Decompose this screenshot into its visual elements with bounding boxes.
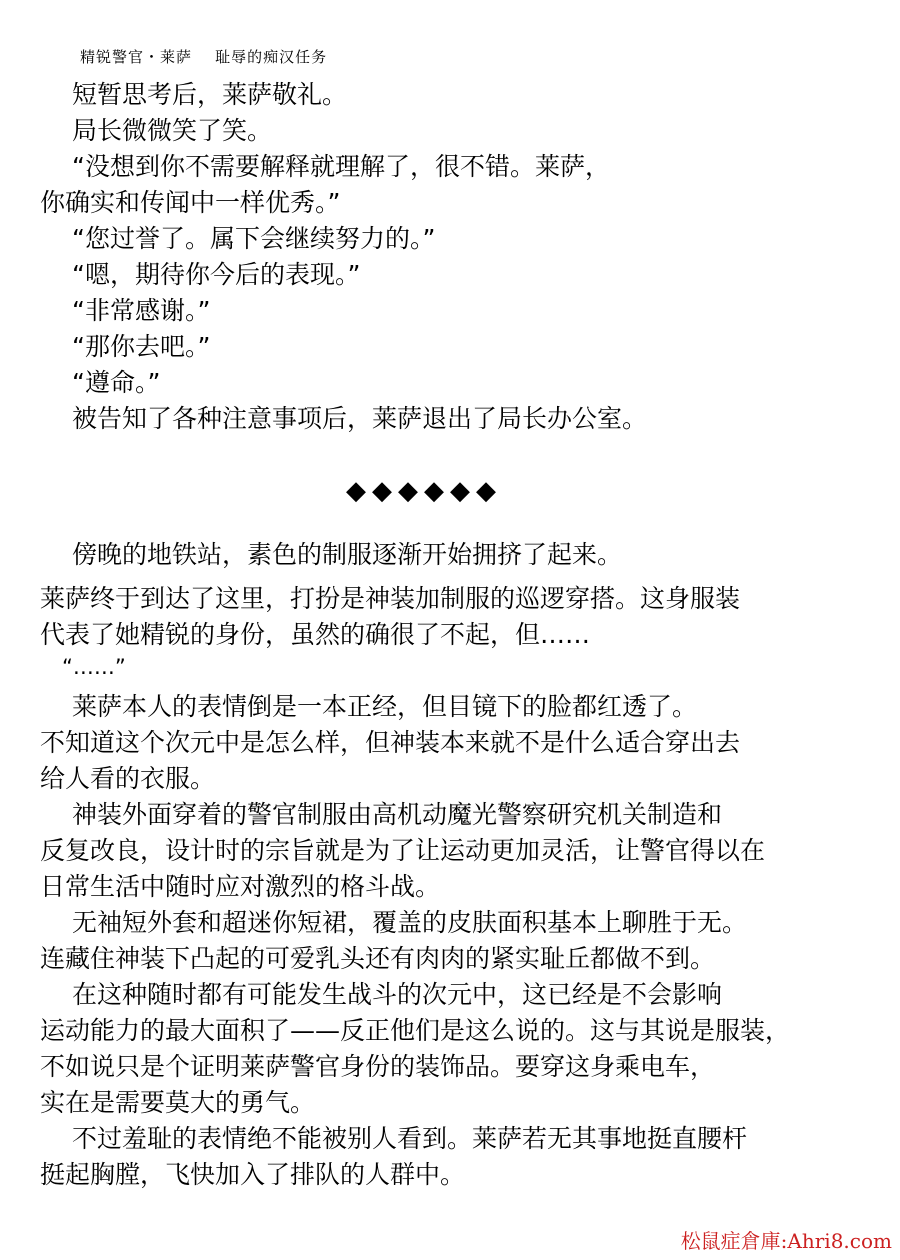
paragraph-line: 神装外面穿着的警官制服由高机动魔光警察研究机关制造和 — [72, 800, 723, 829]
paragraph-line: 傍晚的地铁站，素色的制服逐渐开始拥挤了起来。 — [72, 540, 623, 569]
paragraph-line: 不知道这个次元中是怎么样，但神装本来就不是什么适合穿出去 — [40, 728, 741, 757]
paragraph-line: 被告知了各种注意事项后，莱萨退出了局长办公室。 — [72, 404, 648, 433]
paragraph-line: 挺起胸膛，飞快加入了排队的人群中。 — [40, 1160, 466, 1189]
paragraph-line: 连藏住神装下凸起的可爱乳头还有肉肉的紧实耻丘都做不到。 — [40, 944, 716, 973]
paragraph-line: “遵命。” — [72, 368, 161, 397]
paragraph-line: 短暂思考后，莱萨敬礼。 — [72, 80, 348, 109]
paragraph-line: 实在是需要莫大的勇气。 — [40, 1088, 316, 1117]
paragraph-line: 你确实和传闻中一样优秀。” — [40, 188, 341, 217]
watermark: 松鼠症倉庫:Ahri8.com — [680, 1229, 892, 1253]
paragraph-line: “非常感谢。” — [72, 296, 211, 325]
paragraph-line: 局长微微笑了笑。 — [72, 116, 273, 145]
paragraph-line: 在这种随时都有可能发生战斗的次元中，这已经是不会影响 — [72, 980, 723, 1009]
paragraph-line: “那你去吧。” — [72, 332, 211, 361]
running-header: 精锐警官・莱萨 耻辱的痴汉任务 — [80, 48, 328, 66]
paragraph-line: 代表了她精锐的身份，虽然的确很了不起，但…… — [40, 620, 591, 649]
paragraph-line: 莱萨本人的表情倒是一本正经，但目镜下的脸都红透了。 — [72, 692, 698, 721]
paragraph-line: 反复改良，设计时的宗旨就是为了让运动更加灵活，让警官得以在 — [40, 836, 766, 865]
paragraph-line: “没想到你不需要解释就理解了，很不错。莱萨， — [72, 152, 610, 181]
paragraph-line: 无袖短外套和超迷你短裙，覆盖的皮肤面积基本上聊胜于无。 — [72, 908, 748, 937]
paragraph-line: 莱萨终于到达了这里，打扮是神装加制服的巡逻穿搭。这身服装 — [40, 584, 741, 613]
paragraph-line: 日常生活中随时应对激烈的格斗战。 — [40, 872, 441, 901]
paragraph-line: 运动能力的最大面积了——反正他们是这么说的。这与其说是服装， — [40, 1016, 791, 1045]
paragraph-line: “……” — [62, 655, 126, 679]
section-divider: ◆◆◆◆◆◆ — [346, 476, 502, 506]
paragraph-line: 给人看的衣服。 — [40, 764, 216, 793]
paragraph-line: “嗯，期待你今后的表现。” — [72, 260, 361, 289]
paragraph-line: 不如说只是个证明莱萨警官身份的装饰品。要穿这身乘电车， — [40, 1052, 716, 1081]
paragraph-line: “您过誉了。属下会继续努力的。” — [72, 224, 436, 253]
paragraph-line: 不过羞耻的表情绝不能被别人看到。莱萨若无其事地挺直腰杆 — [72, 1124, 748, 1153]
